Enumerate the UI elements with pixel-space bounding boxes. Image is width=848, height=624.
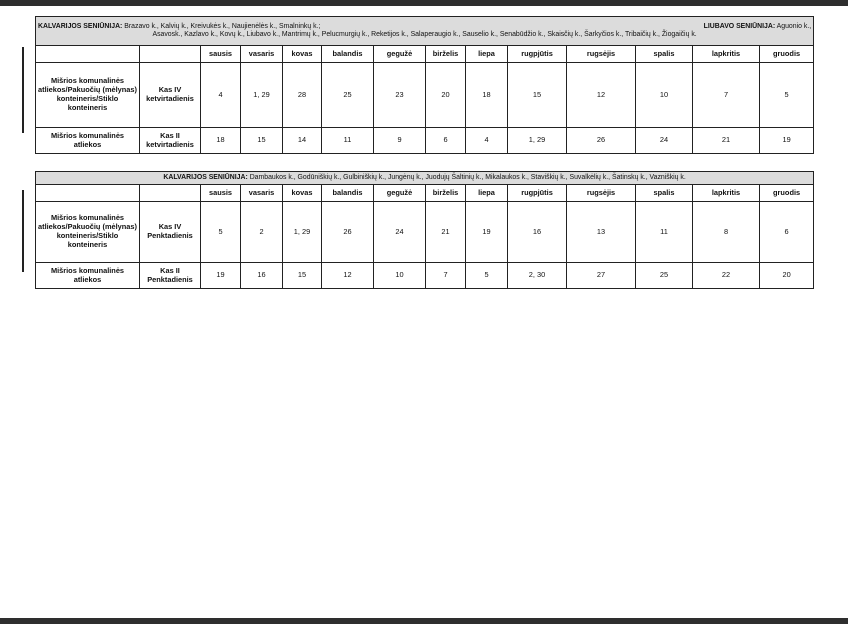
frequency-cell: Kas II ketvirtadienis <box>140 128 201 154</box>
date-cell: 12 <box>322 263 374 289</box>
date-cell: 10 <box>374 263 426 289</box>
month-header: spalis <box>636 185 693 202</box>
month-header: rugpjūtis <box>508 46 567 63</box>
empty-cell <box>36 46 140 63</box>
date-cell: 26 <box>567 128 636 154</box>
date-cell: 1, 29 <box>241 63 283 128</box>
date-cell: 5 <box>760 63 814 128</box>
region-villages: Dambaukos k., Godūniškių k., Gulbiniškių k., Jungėnų k., Juodujų Šaltinių k., Mikalaukos k., Staviškių k., Suvalkėlių k., Šatinskų k., Vazniškių k. <box>249 173 686 181</box>
empty-cell <box>140 46 201 63</box>
region-name: KALVARIJOS SENIŪNIJA: <box>38 22 123 30</box>
month-header: birželis <box>426 185 466 202</box>
date-cell: 5 <box>201 202 241 263</box>
date-cell: 19 <box>760 128 814 154</box>
margin-mark <box>22 190 24 272</box>
schedule-table-2 <box>35 171 814 289</box>
region-name: KALVARIJOS SENIŪNIJA: <box>163 173 248 181</box>
waste-type-cell: Mišrios komunalinės atliekos/Pakuočių (mėlynas) konteineris/Stiklo konteineris <box>36 202 140 263</box>
date-cell: 21 <box>426 202 466 263</box>
date-cell: 2 <box>241 202 283 263</box>
date-cell: 25 <box>636 263 693 289</box>
month-header: rugsėjis <box>567 185 636 202</box>
waste-type-cell: Mišrios komunalinės atliekos/Pakuočių (mėlynas) konteineris/Stiklo konteineris <box>36 63 140 128</box>
month-header: spalis <box>636 46 693 63</box>
region-header <box>36 17 814 46</box>
date-cell: 4 <box>201 63 241 128</box>
frequency-cell: Kas II Penktadienis <box>140 263 201 289</box>
month-header: gegužė <box>374 185 426 202</box>
date-cell: 25 <box>322 63 374 128</box>
date-cell: 16 <box>241 263 283 289</box>
date-cell: 14 <box>283 128 322 154</box>
date-cell: 4 <box>466 128 508 154</box>
waste-type-cell: Mišrios komunalinės atliekos <box>36 263 140 289</box>
date-cell: 8 <box>693 202 760 263</box>
date-cell: 7 <box>426 263 466 289</box>
month-header: balandis <box>322 185 374 202</box>
month-header: balandis <box>322 46 374 63</box>
date-cell: 16 <box>508 202 567 263</box>
region-header <box>36 172 814 185</box>
month-header: liepa <box>466 46 508 63</box>
date-cell: 26 <box>322 202 374 263</box>
date-cell: 19 <box>466 202 508 263</box>
date-cell: 2, 30 <box>508 263 567 289</box>
date-cell: 19 <box>201 263 241 289</box>
waste-type-cell: Mišrios komunalinės atliekos <box>36 128 140 154</box>
month-header: rugpjūtis <box>508 185 567 202</box>
empty-cell <box>140 185 201 202</box>
month-header: lapkritis <box>693 185 760 202</box>
date-cell: 22 <box>693 263 760 289</box>
month-header: sausis <box>201 185 241 202</box>
month-header: birželis <box>426 46 466 63</box>
date-cell: 18 <box>201 128 241 154</box>
date-cell: 6 <box>760 202 814 263</box>
date-cell: 24 <box>374 202 426 263</box>
date-cell: 28 <box>283 63 322 128</box>
date-cell: 11 <box>636 202 693 263</box>
month-header: sausis <box>201 46 241 63</box>
date-cell: 12 <box>567 63 636 128</box>
date-cell: 5 <box>466 263 508 289</box>
schedule-table-1 <box>35 16 814 154</box>
date-cell: 1, 29 <box>508 128 567 154</box>
frequency-cell: Kas IV Penktadienis <box>140 202 201 263</box>
month-header: lapkritis <box>693 46 760 63</box>
date-cell: 1, 29 <box>283 202 322 263</box>
table-row <box>36 63 814 128</box>
region-villages: Brazavo k., Kalvių k., Kreivukės k., Naujienėlės k., Smalninkų k.; <box>124 22 321 30</box>
table-row <box>36 128 814 154</box>
date-cell: 18 <box>466 63 508 128</box>
month-header: gegužė <box>374 46 426 63</box>
date-cell: 24 <box>636 128 693 154</box>
month-header: rugsėjis <box>567 46 636 63</box>
date-cell: 6 <box>426 128 466 154</box>
region-villages-continued: Asavosk., Kazlavo k., Kovų k., Liubavo k., Mantrimų k., Pelucmurgių k., Reketijos k., Salaperaugio k., Sauselio k., Senabūdžio k., Skaisčių k., Šarkyčios k., Tribaičių k., Žiogaičių k. <box>152 31 697 38</box>
date-cell: 13 <box>567 202 636 263</box>
date-cell: 15 <box>283 263 322 289</box>
month-header: gruodis <box>760 46 814 63</box>
date-cell: 7 <box>693 63 760 128</box>
region-name-secondary: LIUBAVO SENIŪNIJA: <box>703 22 776 30</box>
date-cell: 9 <box>374 128 426 154</box>
date-cell: 11 <box>322 128 374 154</box>
margin-mark <box>22 47 24 133</box>
month-header: liepa <box>466 185 508 202</box>
table-row <box>36 263 814 289</box>
top-bar <box>0 0 848 6</box>
month-header: gruodis <box>760 185 814 202</box>
bottom-bar <box>0 618 848 624</box>
month-header: kovas <box>283 185 322 202</box>
empty-cell <box>36 185 140 202</box>
date-cell: 15 <box>508 63 567 128</box>
month-header: kovas <box>283 46 322 63</box>
date-cell: 20 <box>760 263 814 289</box>
month-header: vasaris <box>241 46 283 63</box>
date-cell: 27 <box>567 263 636 289</box>
date-cell: 23 <box>374 63 426 128</box>
region-villages-secondary: Aguonio k., <box>776 22 812 30</box>
date-cell: 10 <box>636 63 693 128</box>
date-cell: 20 <box>426 63 466 128</box>
date-cell: 15 <box>241 128 283 154</box>
month-header: vasaris <box>241 185 283 202</box>
frequency-cell: Kas IV ketvirtadienis <box>140 63 201 128</box>
table-row <box>36 202 814 263</box>
date-cell: 21 <box>693 128 760 154</box>
